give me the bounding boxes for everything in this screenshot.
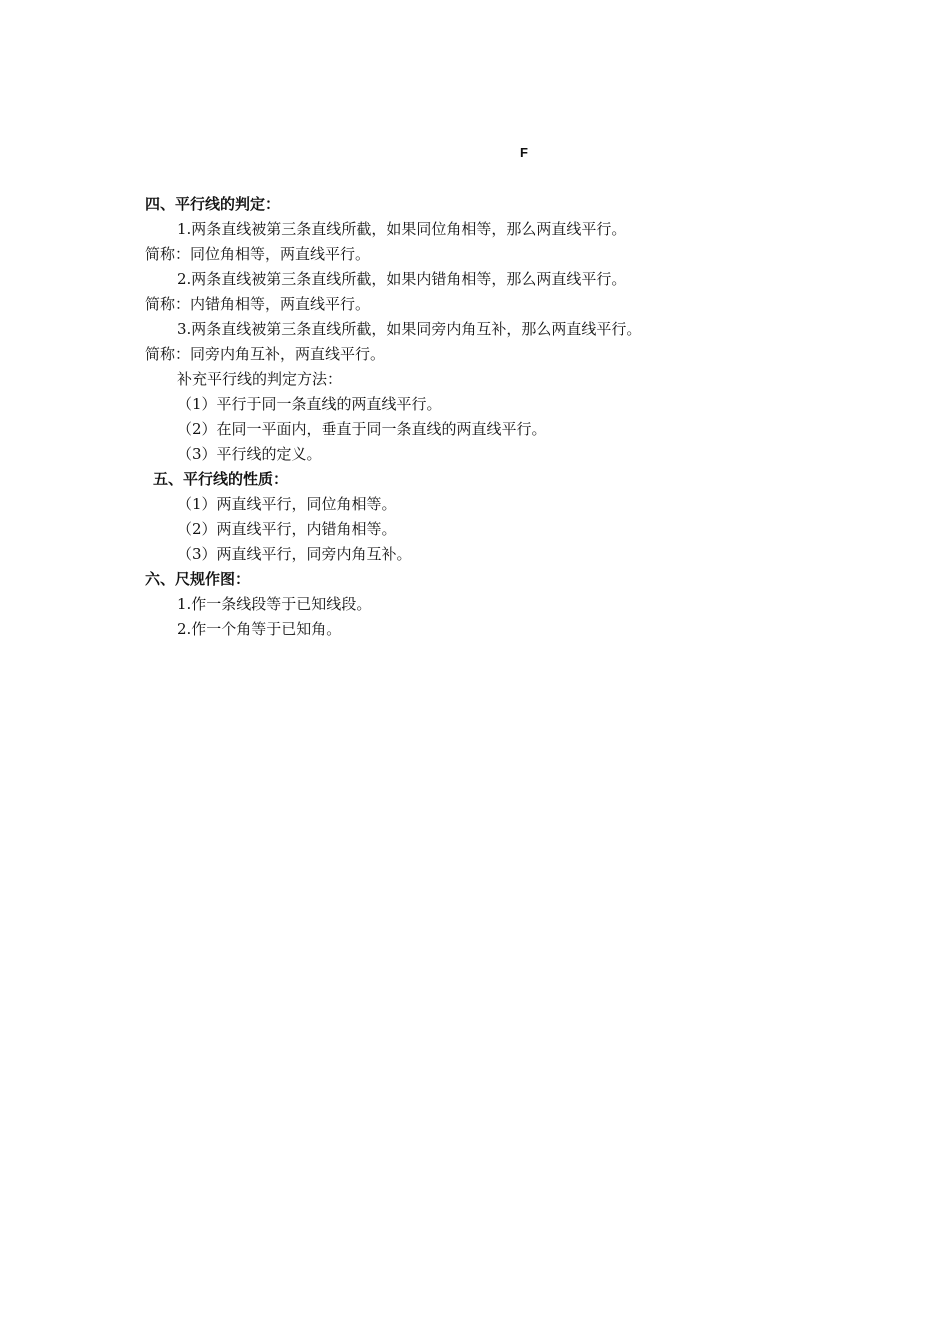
section4-supplement-title: 补充平行线的判定方法： <box>177 370 343 388</box>
section4-supplement-item: （1）平行于同一条直线的两直线平行。 <box>177 395 442 413</box>
section6-heading: 六、尺规作图： <box>145 570 251 588</box>
section4-rule2-short: 简称：内错角相等，两直线平行。 <box>145 295 371 313</box>
document-body <box>145 192 845 642</box>
section4-rule1: 1.两条直线被第三条直线所截，如果同位角相等，那么两直线平行。 <box>177 220 627 238</box>
section4-rule1-short: 简称：同位角相等，两直线平行。 <box>145 245 371 263</box>
header-mark: F <box>520 145 528 160</box>
section4-rule2: 2.两条直线被第三条直线所截，如果内错角相等，那么两直线平行。 <box>177 270 627 288</box>
section4-heading: 四、平行线的判定： <box>145 195 281 213</box>
section5-heading: 五、平行线的性质： <box>153 470 289 488</box>
section4-rule3-short: 简称：同旁内角互补，两直线平行。 <box>145 345 386 363</box>
section6-item: 2.作一个角等于已知角。 <box>177 620 342 638</box>
section6-item: 1.作一条线段等于已知线段。 <box>177 595 372 613</box>
section5-item: （2）两直线平行，内错角相等。 <box>177 520 397 538</box>
section5-item: （3）两直线平行，同旁内角互补。 <box>177 545 412 563</box>
section5-item: （1）两直线平行，同位角相等。 <box>177 495 397 513</box>
section4-rule3: 3.两条直线被第三条直线所截，如果同旁内角互补，那么两直线平行。 <box>177 320 642 338</box>
section4-supplement-item: （3）平行线的定义。 <box>177 445 322 463</box>
section4-supplement-item: （2）在同一平面内，垂直于同一条直线的两直线平行。 <box>177 420 547 438</box>
